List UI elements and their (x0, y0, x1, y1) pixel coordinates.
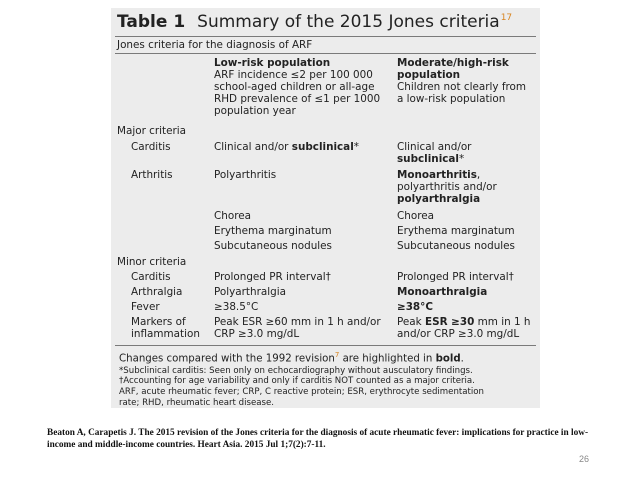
major-carditis-label: Carditis (131, 141, 171, 153)
footnote-abbrev-1: ARF, acute rheumatic fever; CRP, C reactive protein; ESR, erythrocyte sedimentation (119, 387, 485, 398)
major-criteria-heading: Major criteria (117, 125, 187, 137)
major-erythema-high: Erythema marginatum (397, 225, 515, 237)
footnote-age: †Accounting for age variability and only if carditis NOT counted as a major criteria. (119, 376, 475, 387)
minor-fever-label: Fever (131, 301, 160, 313)
low-risk-desc-4: population year (214, 105, 296, 117)
table-footnotes (119, 349, 484, 408)
major-arthritis-high-3: polyarthralgia (397, 193, 481, 205)
minor-carditis-label: Carditis (131, 271, 171, 283)
major-nodules-low: Subcutaneous nodules (214, 240, 332, 252)
minor-arthralgia-label: Arthralgia (131, 286, 183, 298)
major-erythema-low: Erythema marginatum (214, 225, 332, 237)
high-risk-desc-2: a low-risk population (397, 93, 506, 105)
divider-footer (115, 345, 536, 346)
minor-markers-high-1: Peak ESR ≥30 mm in 1 h (397, 316, 531, 328)
major-arthritis-high-2: polyarthritis and/or (397, 181, 497, 193)
jones-criteria-table (111, 8, 540, 408)
citation: Beaton A, Carapetis J. The 2015 revision of the Jones criteria for the diagnosis of acute rheumatic fever: implications for practice in low-income and middle-income countries. Heart Asia. 2015 Jul 1;7(2):7-11. (47, 428, 589, 450)
divider-top (115, 36, 536, 37)
minor-markers-label-1: Markers of (131, 316, 186, 328)
footnote-abbrev-2: rate; RHD, rheumatic heart disease. (119, 397, 275, 408)
low-risk-desc-1: ARF incidence ≤2 per 100 000 (214, 69, 373, 81)
major-arthritis-label: Arthritis (131, 169, 173, 181)
footnote-changes: Changes compared with the 1992 revision$^7$ are highlighted in bold. (119, 351, 464, 365)
table-label: Table 1 (117, 12, 186, 32)
major-chorea-high: Chorea (397, 210, 435, 222)
low-risk-desc-2: school-aged children or all-age (214, 81, 375, 93)
title-reference: 17 (500, 13, 513, 24)
minor-fever-low: ≥38.5°C (214, 301, 259, 313)
minor-criteria-heading: Minor criteria (117, 256, 187, 268)
major-chorea-low: Chorea (214, 210, 252, 222)
major-carditis-high-1: Clinical and/or (397, 141, 472, 153)
section-heading: Jones criteria for the diagnosis of ARF (117, 39, 313, 51)
minor-markers-label-2: inflammation (131, 328, 200, 340)
divider-section (115, 53, 536, 54)
major-arthritis-high-1: Monoarthritis, (397, 169, 481, 181)
minor-markers-low-1: Peak ESR ≥60 mm in 1 h and/or (214, 316, 381, 328)
minor-carditis-high: Prolonged PR interval† (397, 271, 514, 283)
major-arthritis-low: Polyarthritis (214, 169, 277, 181)
minor-carditis-low: Prolonged PR interval† (214, 271, 331, 283)
low-risk-heading: Low-risk population (214, 57, 331, 69)
minor-arthralgia-low: Polyarthralgia (214, 286, 286, 298)
major-carditis-high-2: subclinical* (397, 153, 465, 165)
minor-markers-high-2: and/or CRP ≥3.0 mg/dL (397, 328, 520, 340)
high-risk-heading-1: Moderate/high-risk (397, 57, 509, 69)
high-risk-heading-2: population (397, 69, 461, 81)
slide-number: 26 (579, 454, 590, 464)
table-title-text: Summary of the 2015 Jones criteria (197, 12, 500, 32)
footnote-subclinical: *Subclinical carditis: Seen only on echocardiography without ausculatory findings. (119, 365, 473, 376)
major-carditis-low: Clinical and/or subclinical* (214, 141, 359, 153)
minor-markers-low-2: CRP ≥3.0 mg/dL (214, 328, 300, 340)
table-title (117, 12, 512, 32)
minor-arthralgia-high: Monoarthralgia (397, 286, 488, 298)
major-nodules-high: Subcutaneous nodules (397, 240, 515, 252)
high-risk-desc-1: Children not clearly from (397, 81, 527, 93)
low-risk-desc-3: RHD prevalence of ≤1 per 1000 (214, 93, 381, 105)
minor-fever-high: ≥38°C (397, 301, 433, 313)
